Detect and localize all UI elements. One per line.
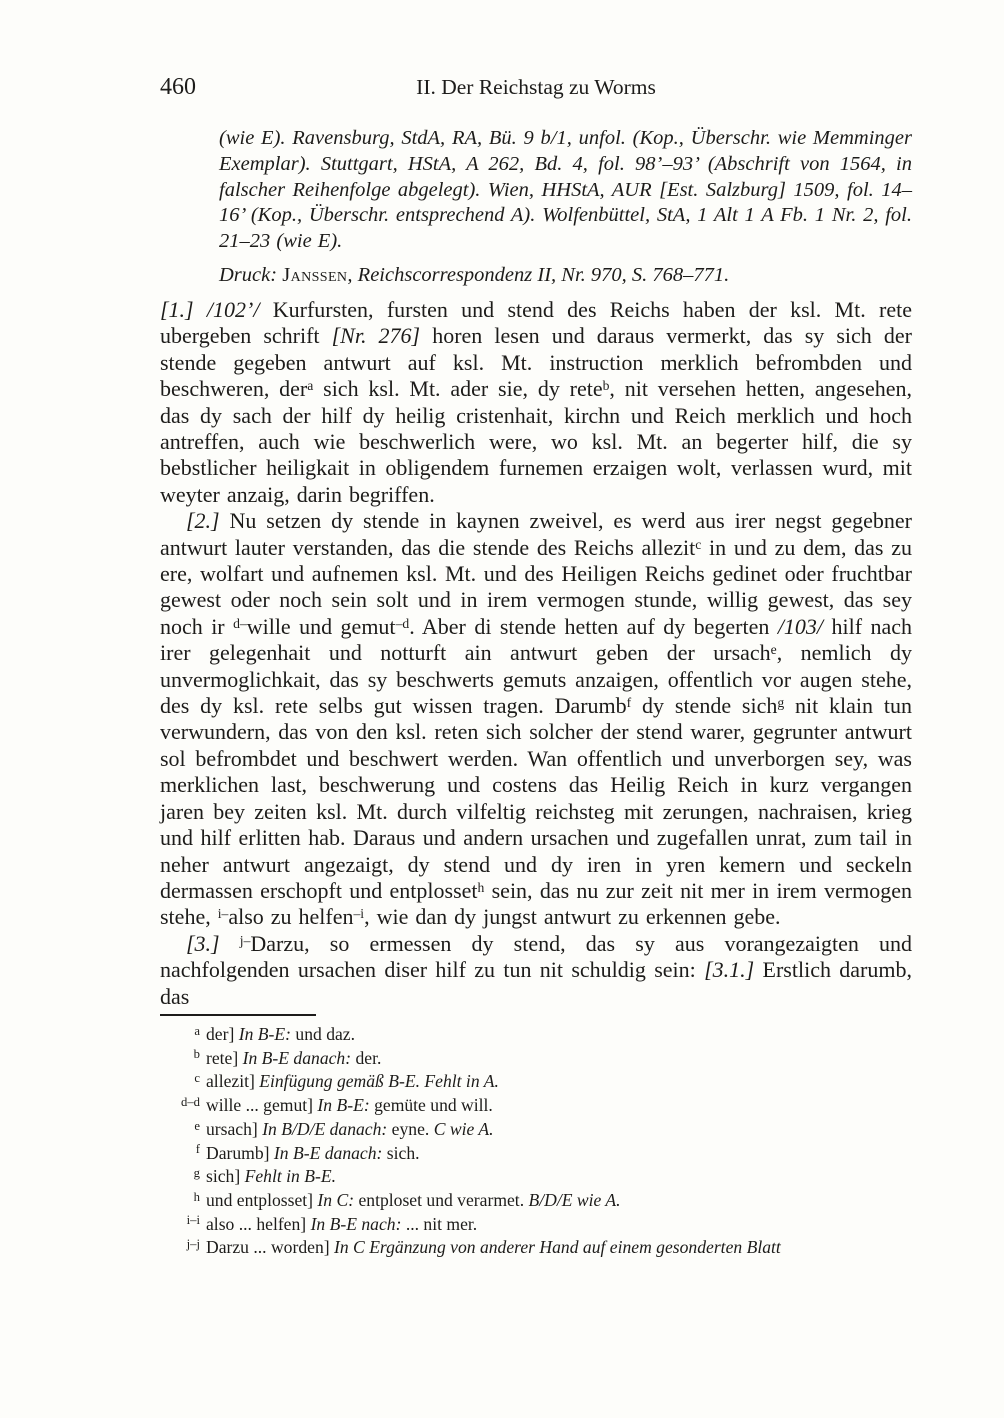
footnote-text: rete] In B-E danach: der. (206, 1047, 382, 1068)
footnote-reference: g (777, 694, 785, 710)
italic-text: [1.] /102’/ (160, 296, 273, 322)
print-reference-line (219, 262, 912, 288)
footnote-reference: a (307, 378, 314, 394)
page-number: 460 (160, 74, 196, 100)
footnote (160, 1189, 912, 1213)
footnote-reference: f (626, 694, 632, 710)
footnote-reference: –i (353, 906, 365, 922)
running-header (160, 74, 912, 104)
footnote-text: der] In B-E: und daz. (206, 1024, 356, 1044)
italic-text: In B-E: (238, 1024, 292, 1044)
footnote (160, 1070, 912, 1094)
footnote-text: ursach] In B/D/E danach: eyne. C wie A. (206, 1118, 494, 1139)
smallcaps-author-name: Janssen (282, 263, 348, 286)
footnote-label: d–d (181, 1094, 200, 1109)
italic-text: Druck: (219, 263, 283, 286)
footnote (160, 1047, 912, 1071)
italic-text: In B-E nach: (310, 1213, 402, 1234)
footnote-label: h (193, 1189, 200, 1204)
body-paragraph: [3.] $^{j-}$Darzu, so ermessen dy stend, das sy aus vorangezaigten und nachfolgenden ursachen diser hilf zu tun nit schuldig sein: [3.1.] Erstlich darumb, das (160, 930, 912, 1009)
footnote-label: b (193, 1047, 200, 1062)
main-text-column (160, 126, 912, 1010)
footnote-reference: –d (395, 615, 410, 631)
footnotes-section (160, 1014, 912, 1260)
footnote-label: j–j (186, 1237, 200, 1252)
footnote-text: sich] Fehlt in B-E. (206, 1166, 336, 1187)
footnote-text: Darumb] In B-E danach: sich. (206, 1142, 420, 1163)
footnote-reference: j– (239, 932, 251, 948)
italic-text: , Reichscorrespondenz II, Nr. 970, S. 768–771. (347, 263, 730, 286)
footnote-text: Darzu ... worden] In C Ergänzung von anderer Hand auf einem gesonderten Blatt (206, 1237, 781, 1258)
document-body (160, 297, 912, 1010)
body-paragraph: [2.] Nu setzen dy stende in kaynen zweivel, es werd aus irer negst gegebner antwurt lauter verstanden, das die stende des Reichs allezit$^c$ in und zu dem, das zu ere, wolfart und aufnemen ksl. Mt. und des Heiligen Reichs gedinet oder fruchtbar gewest oder noch sein solt und in irem vermogen stunde, willig gewest, das sey noch ir $^{d-}$wille und gemut$^{-d}$. Aber di stende hetten auf dy begerten /103/ hilf nach irer gelegenhait und notturft ain antwurt geben der ursach$^e$, nemlich dy unvermoglichkait, das sy beschwerts gemuts anzaigen, offentlich vor augen stehe, des dy ksl. rete selbs gut wissen tragen. Darumb$^f$ dy stende sich$^g$ nit klain tun verwundern, das von den ksl. reten sich solcher der stend warer, gegrunter antwurt sol befrombdet und beschwert werden. Wan offentlich und unverborgen sey, was merklichen last, beschwerung und costens das Heilig Reich in kurz vergangen jaren bey zeiten ksl. Mt. durch vilfeltig reichsteg mit zerungen, nachraisen, krieg und hilf erlitten hab. Daraus und andern ursachen und zugefallen unrat, zum tail in neher antwurt angezaigt, dy stend und dy iren in yren kemern und seckeln dermassen erschopft und entplosset$^h$ sein, das nu zur zeit nit mer in irem vermogen stehe, $^{i-}$also zu helfen$^{-i}$, wie dan dy jungst antwurt zu erkennen gebe. (160, 508, 913, 930)
italic-text: In B-E danach: (242, 1047, 352, 1068)
footnote-label: e (194, 1118, 200, 1133)
body-paragraph: [1.] /102’/ Kurfursten, fursten und stend des Reichs haben der ksl. Mt. rete ubergeben schrift [Nr. 276] horen lesen und daraus vermerkt, das sy sich der stende gegeben antwurt auf ksl. Mt. instruction merklich befrombden und beschweren, der$^a$ sich ksl. Mt. ader sie, dy rete$^b$, nit versehen hetten, angesehen, das dy sach der hilf dy heilig cristenhait, kirchn und Reich merklich und hoch antreffen, auch wie beschwerlich were, wo ksl. Mt. an begerter hilf, die sy bebstlicher heiligkait in obligendem furnemen erzaigen wolt, verlassen wurd, mit weyter anzaig, darin begriffen. (160, 296, 912, 507)
footnote-text: wille ... gemut] In B-E: gemüte und will. (206, 1095, 493, 1116)
footnote-label: c (194, 1071, 200, 1086)
footnote (160, 1213, 912, 1237)
italic-text: [3.1.] (704, 957, 755, 983)
italic-text: [3.] (186, 930, 240, 956)
footnote-reference: e (770, 642, 777, 658)
footnote-reference: d– (233, 615, 247, 631)
footnote-reference: b (602, 378, 610, 394)
footnote-text: und entplosset] In C: entploset und verarmet. B/D/E wie A. (206, 1189, 621, 1210)
footnote (160, 1142, 912, 1166)
footnote-reference: i– (217, 906, 229, 922)
footnote (160, 1236, 912, 1260)
italic-text: In B-E: (317, 1095, 370, 1116)
italic-text: In B/D/E danach: (262, 1118, 388, 1139)
footnote-label: i–i (186, 1213, 200, 1228)
footnote (160, 1118, 912, 1142)
footnote-separator-rule (160, 1014, 316, 1016)
italic-text: In C: (317, 1189, 355, 1210)
footnote-label: a (194, 1023, 200, 1038)
footnote (160, 1023, 912, 1047)
source-description-block: (wie E). Ravensburg, StdA, RA, Bü. 9 b/1, unfol. (Kop., Überschr. wie Memminger Exemplar). Stuttgart, HStA, A 262, Bd. 4, fol. 98’–93’ (Abschrift von 1564, in falscher Reihenfolge abgelegt). Wien, HHStA, AUR [Est. Salzburg] 1509, fol. 14–16’ (Kop., Überschr. entsprechend A). Wolfenbüttel, StA, 1 Alt 1 A Fb. 1 Nr. 2, fol. 21–23 (wie E). (219, 127, 912, 253)
footnote-reference: c (695, 536, 702, 552)
italic-text: B/D/E wie A. (528, 1189, 621, 1210)
italic-text: [Nr. 276] (331, 323, 421, 349)
footnote-label: g (193, 1165, 200, 1180)
footnote-label: f (195, 1142, 200, 1157)
italic-text: Einfügung gemäß B-E. Fehlt in A. (259, 1071, 499, 1092)
footnote-reference: h (477, 879, 485, 895)
italic-text: In B-E danach: (273, 1142, 383, 1163)
italic-text: /103/ (777, 613, 824, 639)
footnote (160, 1165, 912, 1189)
footnote-list (160, 1023, 912, 1260)
running-head-title: II. Der Reichstag zu Worms (416, 75, 656, 99)
footnote-text: allezit] Einfügung gemäß B-E. Fehlt in A. (206, 1071, 499, 1092)
italic-text: In C Ergänzung von anderer Hand auf einem gesonderten Blatt (334, 1237, 781, 1258)
italic-text: C wie A. (433, 1118, 494, 1139)
italic-text: [2.] (186, 508, 230, 534)
italic-text: Fehlt in B-E. (244, 1166, 336, 1187)
footnote-text: also ... helfen] In B-E nach: ... nit mer. (206, 1213, 478, 1234)
footnote (160, 1094, 912, 1118)
